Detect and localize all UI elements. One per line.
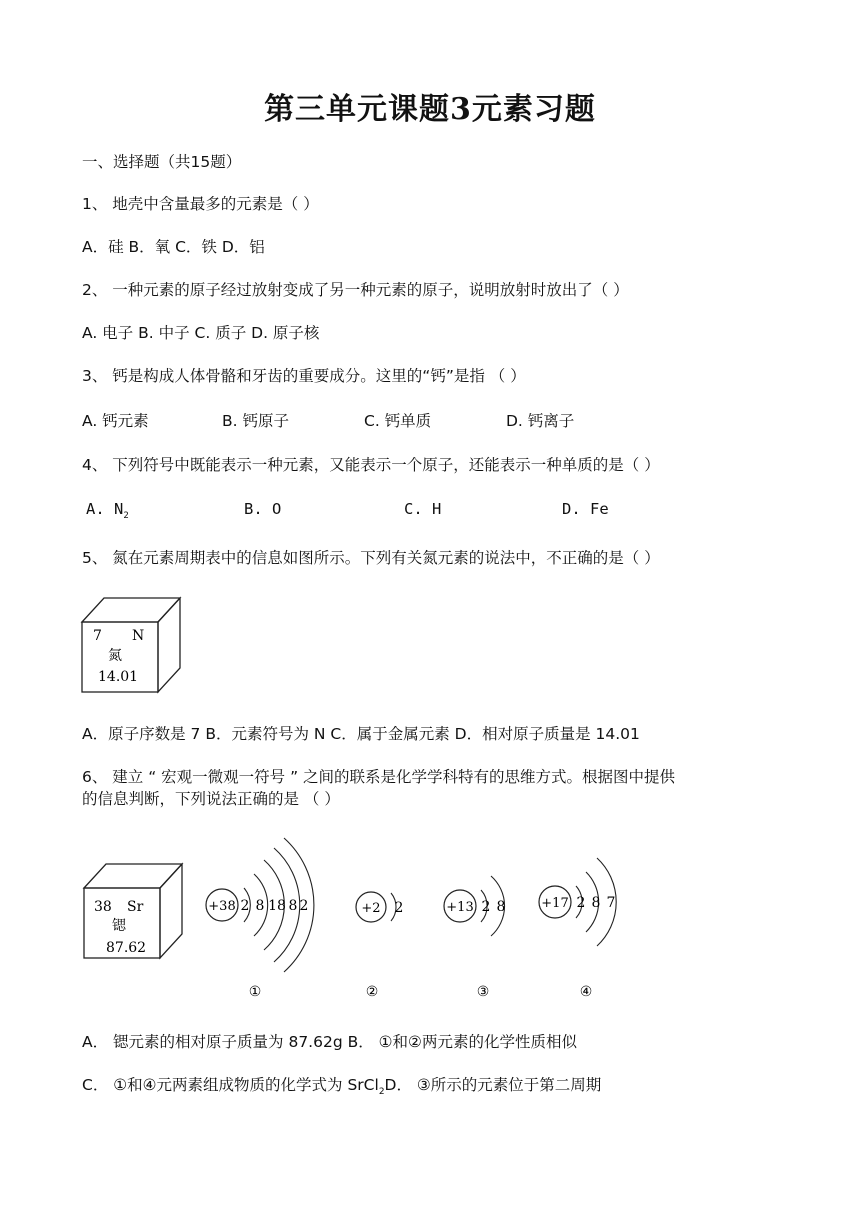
atom-4-shell-1: 2 bbox=[576, 895, 586, 911]
nitrogen-atomic-number: 7 bbox=[93, 628, 102, 644]
section-heading: 一、选择题（共15题） bbox=[82, 153, 242, 171]
atom-4-shell-2: 8 bbox=[591, 895, 601, 911]
q4-option-a: A. $N_2$ bbox=[86, 500, 129, 522]
atom-3-label: ③ bbox=[476, 984, 490, 1000]
q5-options: A．原子序数是 7 B．元素符号为 N C．属于金属元素 D．相对原子质量是 14.01 bbox=[82, 725, 640, 743]
atom-2-shell-1: 2 bbox=[394, 900, 404, 916]
q3-option-b: B. 钙原子 bbox=[222, 412, 289, 430]
page-title: 第三单元课题3元素习题 bbox=[264, 92, 596, 127]
q6-options-line2: C． ①和④元两素组成物质的化学式为 SrCl$_2$D． ③所示的元素位于第二周期 bbox=[82, 1076, 602, 1098]
nitrogen-name: 氮 bbox=[108, 648, 122, 664]
atom-2-label: ② bbox=[365, 984, 379, 1000]
atom-4-nucleus: +17 bbox=[541, 896, 569, 911]
atom-3-nucleus: +13 bbox=[446, 900, 474, 915]
atom-1-shell-1: 2 bbox=[240, 898, 250, 914]
q6-stem-line1: 6、 建立 “ 宏观一微观一符号 ” 之间的联系是化学学科特有的思维方式。根据图中提供 bbox=[82, 768, 676, 786]
atom-3-shell-2: 8 bbox=[496, 899, 506, 915]
atom-structure-4 bbox=[539, 858, 616, 1000]
atom-1-nucleus: +38 bbox=[208, 899, 236, 914]
q2-options: A. 电子 B. 中子 C. 质子 D. 原子核 bbox=[82, 324, 320, 342]
strontium-atomic-number: 38 bbox=[94, 899, 112, 915]
atom-4-shell-3: 7 bbox=[606, 895, 616, 911]
atom-1-shell-2: 8 bbox=[255, 898, 265, 914]
nitrogen-mass: 14.01 bbox=[98, 669, 139, 685]
q4-option-c: C. H bbox=[404, 500, 442, 518]
q1-options: A．硅 B．氧 C．铁 D．铝 bbox=[82, 238, 265, 256]
atom-structure-1 bbox=[206, 838, 314, 1000]
q1-stem: 1、 地壳中含量最多的元素是（ ） bbox=[82, 195, 319, 213]
atom-4-label: ④ bbox=[579, 984, 593, 1000]
q2-stem: 2、 一种元素的原子经过放射变成了另一种元素的原子，说明放射时放出了（ ） bbox=[82, 281, 629, 299]
q5-stem: 5、 氮在元素周期表中的信息如图所示。下列有关氮元素的说法中，不正确的是（ ） bbox=[82, 549, 660, 567]
atom-structure-3 bbox=[444, 876, 505, 1000]
strontium-mass: 87.62 bbox=[106, 940, 147, 956]
q4-option-d: D. Fe bbox=[562, 500, 609, 518]
q6-stem-line2: 的信息判断，下列说法正确的是 （ ） bbox=[82, 790, 340, 808]
atom-1-shell-4: 8 bbox=[288, 898, 298, 914]
q3-stem: 3、 钙是构成人体骨骼和牙齿的重要成分。这里的“钙”是指 （ ） bbox=[82, 367, 526, 385]
q3-option-d: D. 钙离子 bbox=[506, 412, 575, 430]
q6-options-line1: A． 锶元素的相对原子质量为 87.62g B． ①和②两元素的化学性质相似 bbox=[82, 1033, 577, 1051]
strontium-symbol: Sr bbox=[127, 899, 144, 915]
nitrogen-symbol: N bbox=[132, 628, 145, 644]
atom-1-shell-5: 2 bbox=[299, 898, 309, 914]
q3-option-a: A. 钙元素 bbox=[82, 412, 149, 430]
nitrogen-element-cell bbox=[80, 596, 184, 694]
atom-1-label: ① bbox=[248, 984, 262, 1000]
q4-option-b: B. O bbox=[244, 500, 282, 518]
atom-2-nucleus: +2 bbox=[361, 901, 381, 916]
strontium-name: 锶 bbox=[112, 918, 126, 934]
atomic-structure-diagrams bbox=[0, 830, 860, 1010]
atom-3-shell-1: 2 bbox=[481, 899, 491, 915]
q4-stem: 4、 下列符号中既能表示一种元素，又能表示一个原子，还能表示一种单质的是（ ） bbox=[82, 456, 660, 474]
atom-structure-2 bbox=[356, 892, 403, 1000]
atom-1-shell-3: 18 bbox=[268, 898, 286, 914]
q3-option-c: C. 钙单质 bbox=[364, 412, 432, 430]
